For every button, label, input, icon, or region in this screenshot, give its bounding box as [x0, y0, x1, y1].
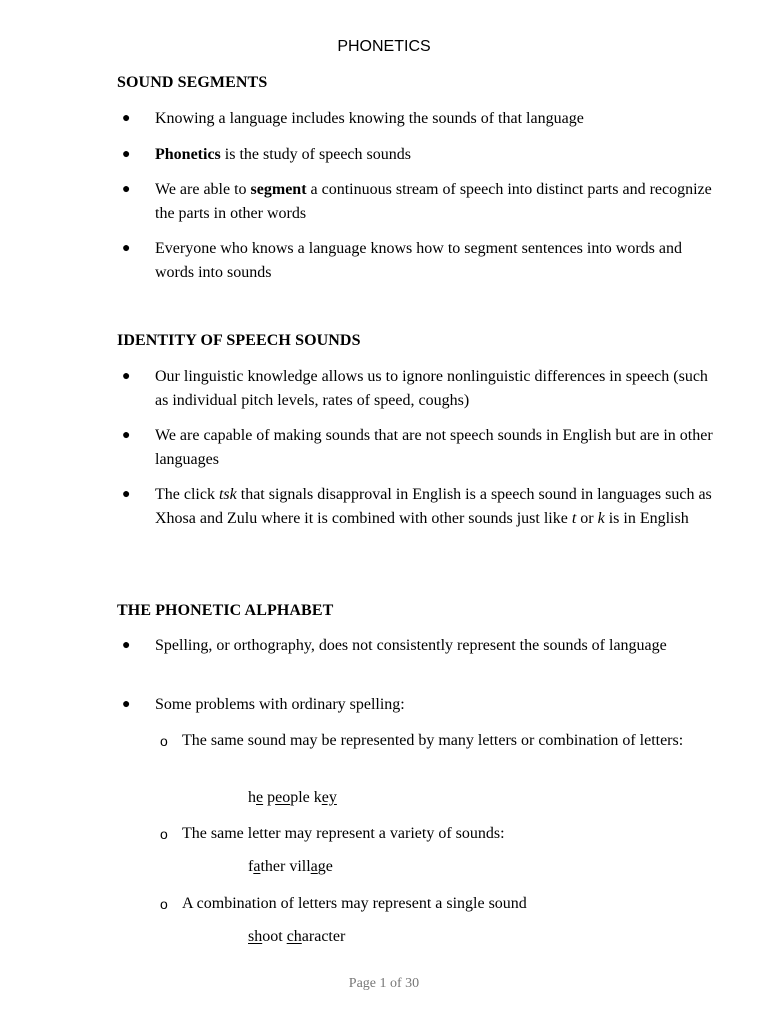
list-item-text: Everyone who knows a language knows how to segment sentences into words and words into sounds [155, 240, 682, 281]
page-number-footer: Page 1 of 30 [348, 976, 420, 991]
text-run: is in English [604, 510, 689, 527]
list-item-text: Our linguistic knowledge allows us to ignore nonlinguistic differences in speech (such as individual pitch levels, rates of speed, coughs) [155, 368, 708, 409]
bold-term: segment [250, 181, 307, 198]
bold-term: Phonetics [155, 146, 221, 163]
list-item-text: Spelling, or orthography, does not consistently represent the sounds of language [155, 637, 667, 654]
underlined-letters: a [253, 858, 261, 875]
text-run: is the study of speech sounds [220, 146, 411, 163]
text-run: ple [290, 789, 310, 806]
text-run: k [313, 789, 322, 806]
text-run: f [248, 858, 254, 875]
italic-term: t [571, 510, 577, 527]
bullet-icon: ● [122, 697, 131, 712]
section-heading-identity-of-speech-sounds: IDENTITY OF SPEECH SOUNDS [117, 332, 361, 349]
section-heading-phonetic-alphabet: THE PHONETIC ALPHABET [117, 602, 334, 619]
text-run: ge [317, 858, 333, 875]
list-item-text [155, 178, 715, 226]
example-words [248, 858, 333, 876]
underlined-letters: sh [248, 928, 263, 945]
text-run: vill [289, 858, 311, 875]
bullet-icon: ● [122, 182, 131, 197]
document-title: PHONETICS [337, 38, 431, 55]
text-run: ther [260, 858, 286, 875]
text-run: h [248, 789, 256, 806]
sub-list-item-text: The same sound may be represented by many letters or combination of letters: [182, 732, 684, 749]
section-heading-sound-segments: SOUND SEGMENTS [117, 74, 268, 91]
underlined-letters: ch [286, 928, 302, 945]
example-words [248, 928, 345, 946]
text-run: that signals disapproval in English is a speech sound in languages such as Xhosa and Zulu where it is combined with other sounds just like [155, 486, 712, 527]
text-run: or [576, 510, 598, 527]
list-item-text: Some problems with ordinary spelling: [155, 696, 405, 713]
underlined-letters: e [256, 789, 264, 806]
sub-list-item-text: A combination of letters may represent a single sound [182, 895, 527, 912]
underlined-letters: ey [321, 789, 337, 806]
list-item-text: Knowing a language includes knowing the sounds of that language [155, 110, 584, 127]
bullet-icon: ● [122, 638, 131, 653]
text-run: We are able to [155, 181, 251, 198]
underlined-letters: eo [275, 789, 291, 806]
sub-list-item-text: The same letter may represent a variety of sounds: [182, 825, 505, 842]
bullet-icon: ● [122, 147, 131, 162]
bullet-icon: ● [122, 111, 131, 126]
underlined-letters: a [310, 858, 318, 875]
list-item-text [155, 483, 715, 531]
text-run: oot [262, 928, 283, 945]
bullet-icon: ● [122, 369, 131, 384]
list-item-text [155, 143, 715, 167]
bullet-icon: ● [122, 241, 131, 256]
text-run: The click [155, 486, 219, 503]
example-words [248, 789, 337, 807]
italic-term: k [597, 510, 605, 527]
text-run: p [267, 789, 276, 806]
list-item-text: We are capable of making sounds that are not speech sounds in English but are in other languages [155, 427, 713, 468]
circle-bullet-icon: o [160, 733, 168, 749]
bullet-icon: ● [122, 428, 131, 443]
circle-bullet-icon: o [160, 896, 168, 912]
bullet-icon: ● [122, 487, 131, 502]
circle-bullet-icon: o [160, 826, 168, 842]
text-run: a continuous stream of speech into distinct parts and recognize the parts in other words [155, 181, 712, 222]
text-run: aracter [301, 928, 346, 945]
italic-term: tsk [218, 486, 237, 503]
